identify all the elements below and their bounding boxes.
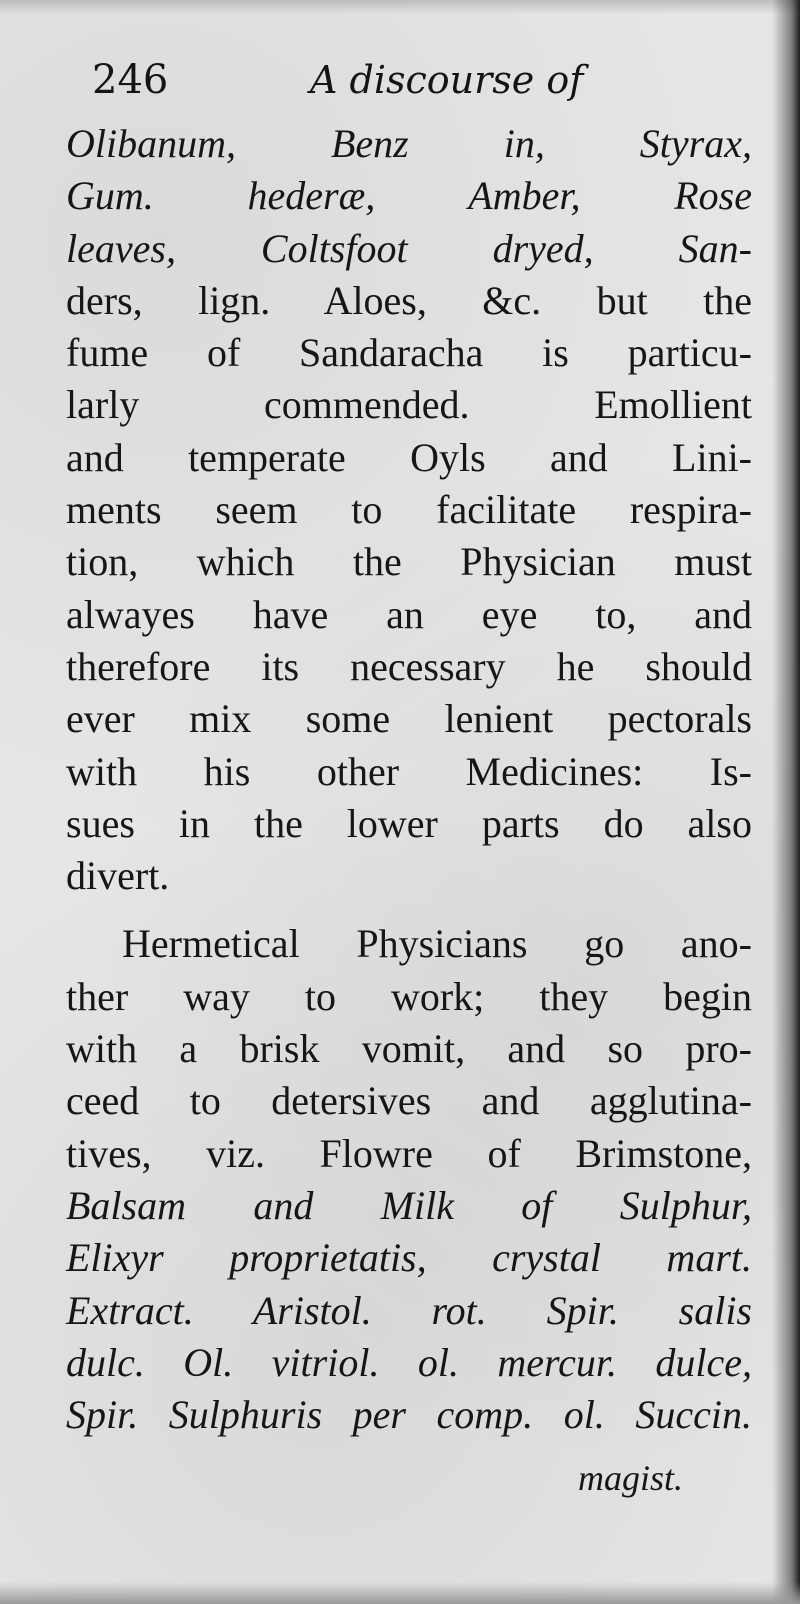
text-line: larly commended. Emollient bbox=[66, 382, 752, 428]
text-line: Hermetical Physicians go ano- bbox=[122, 921, 752, 967]
catchword: magist. bbox=[578, 1458, 684, 1498]
text-line: sues in the lower parts do also bbox=[66, 800, 752, 846]
text-line: Gum. hederæ, Amber, Rose bbox=[66, 173, 752, 219]
text-line: Olibanum, Benz in, Styrax, bbox=[66, 121, 752, 166]
paragraph-gap bbox=[66, 902, 752, 918]
page-number: 246 bbox=[92, 57, 169, 103]
text-line: Elixyr proprietatis, crystal mart. bbox=[66, 1235, 752, 1281]
text-line: leaves, Coltsfoot dryed, San- bbox=[66, 225, 752, 271]
text-line: dulc. Ol. vitriol. ol. mercur. dulce, bbox=[66, 1339, 752, 1385]
text-line: ever mix some lenient pectorals bbox=[66, 696, 752, 742]
page-bottom-edge bbox=[0, 1582, 800, 1604]
text-line: ceed to detersives and agglutina- bbox=[66, 1078, 752, 1124]
text-line: Extract. Aristol. rot. Spir. salis bbox=[66, 1287, 752, 1333]
paragraph-1 bbox=[66, 118, 752, 902]
text-line: tives, viz. Flowre of Brimstone, bbox=[66, 1130, 752, 1176]
page-gutter-shadow bbox=[772, 0, 800, 1604]
page-top-edge bbox=[0, 0, 800, 14]
text-line: with his other Medicines: Is- bbox=[66, 748, 752, 794]
text-line: alwayes have an eye to, and bbox=[66, 591, 752, 637]
text-line: ments seem to facilitate respira- bbox=[66, 487, 752, 533]
text-line: ther way to work; they begin bbox=[66, 973, 752, 1019]
body-text bbox=[66, 118, 752, 1441]
text-line: ders, lign. Aloes, &c. but the bbox=[66, 277, 752, 323]
text-line: Balsam and Milk of Sulphur, bbox=[66, 1182, 752, 1228]
text-line: and temperate Oyls and Lini- bbox=[66, 434, 752, 480]
text-line: with a brisk vomit, and so pro- bbox=[66, 1026, 752, 1072]
paragraph-2 bbox=[66, 918, 752, 1441]
running-title: A discourse of bbox=[310, 58, 584, 102]
text-line: tion, which the Physician must bbox=[66, 539, 752, 585]
text-line: fume of Sandaracha is particu- bbox=[66, 330, 752, 376]
text-line: divert. bbox=[66, 853, 170, 899]
running-head bbox=[92, 58, 732, 118]
text-line: therefore its necessary he should bbox=[66, 643, 752, 689]
text-line: Spir. Sulphuris per comp. ol. Succin. bbox=[66, 1392, 752, 1438]
